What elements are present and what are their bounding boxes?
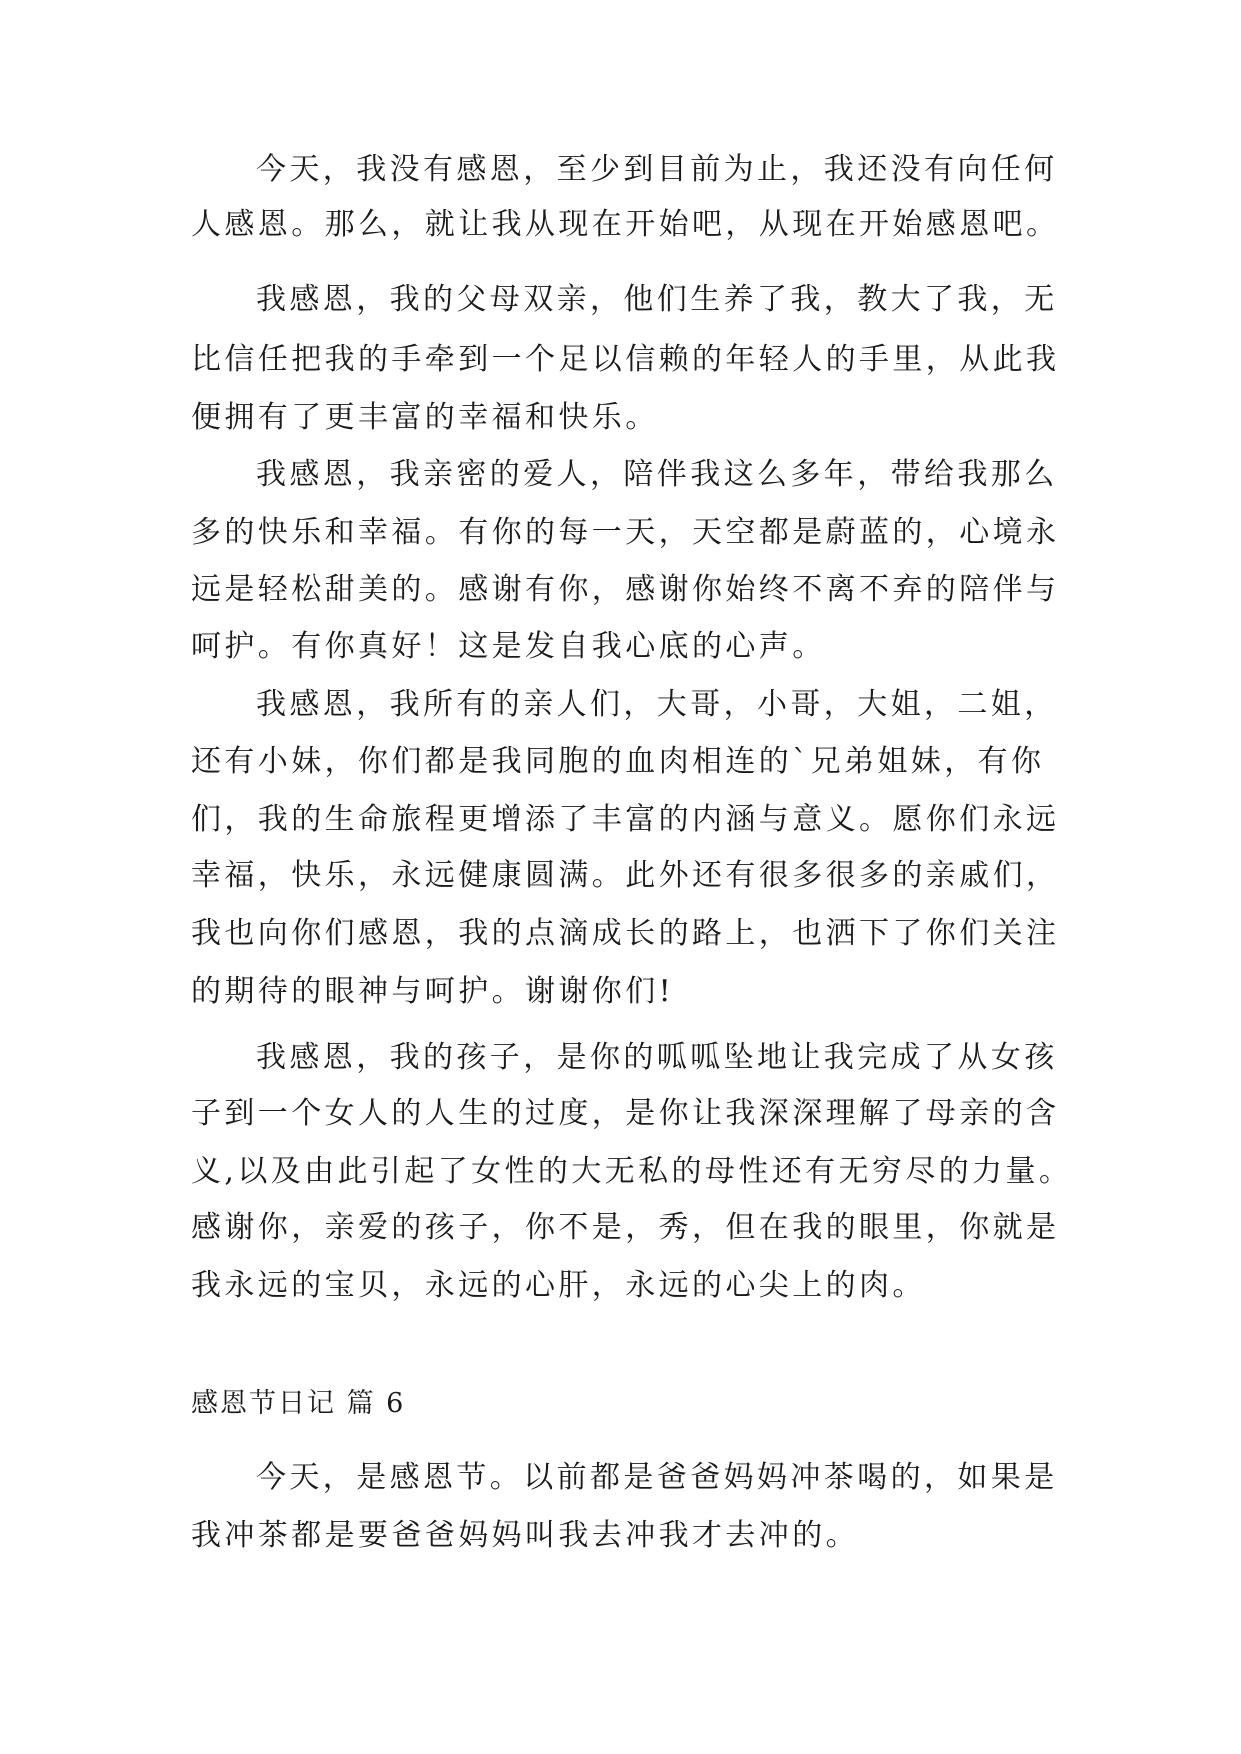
- text-line: 今天，是感恩节。以前都是爸爸妈妈冲茶喝的，如果是: [256, 1460, 1058, 1495]
- text-line: 多的快乐和幸福。有你的每一天，天空都是蔚蓝的，心境永: [191, 515, 1060, 550]
- text-line: 远是轻松甜美的。感谢有你，感谢你始终不离不弃的陪伴与: [191, 572, 1060, 607]
- text-line: 我也向你们感恩，我的点滴成长的路上，也洒下了你们关注: [191, 916, 1060, 951]
- text-line: 今天，我没有感恩，至少到目前为止，我还没有向任何: [256, 152, 1058, 187]
- text-line: 人感恩。那么，就让我从现在开始吧，从现在开始感恩吧。: [191, 207, 1060, 242]
- text-line: 们，我的生命旅程更增添了丰富的内涵与意义。愿你们永远: [191, 802, 1060, 837]
- text-line: 义,以及由此引起了女性的大无私的母性还有无穷尽的力量。: [191, 1154, 1073, 1189]
- text-line: 感谢你，亲爱的孩子，你不是，秀，但在我的眼里，你就是: [191, 1210, 1060, 1245]
- text-line: 还有小妹，你们都是我同胞的血肉相连的`兄弟姐妹，有你: [191, 744, 1045, 779]
- text-line: 便拥有了更丰富的幸福和快乐。: [191, 400, 659, 435]
- text-line: 我永远的宝贝，永远的心肝，永远的心尖上的肉。: [191, 1268, 926, 1303]
- text-line: 我感恩，我亲密的爱人，陪伴我这么多年，带给我那么: [256, 457, 1058, 492]
- text-line: 我感恩，我的父母双亲，他们生养了我，教大了我，无: [256, 282, 1058, 317]
- text-line: 我感恩，我所有的亲人们，大哥，小哥，大姐，二姐，: [256, 687, 1058, 722]
- section-heading: 感恩节日记 篇 6: [191, 1388, 406, 1419]
- text-line: 子到一个女人的人生的过度，是你让我深深理解了母亲的含: [191, 1096, 1060, 1131]
- text-line: 比信任把我的手牵到一个足以信赖的年轻人的手里，从此我: [191, 342, 1060, 377]
- text-line: 我冲茶都是要爸爸妈妈叫我去冲我才去冲的。: [191, 1518, 859, 1553]
- text-line: 幸福，快乐，永远健康圆满。此外还有很多很多的亲戚们，: [191, 858, 1060, 893]
- text-line: 我感恩，我的孩子，是你的呱呱坠地让我完成了从女孩: [256, 1040, 1058, 1075]
- text-line: 的期待的眼神与呵护。谢谢你们!: [191, 974, 675, 1009]
- text-line: 呵护。有你真好！这是发自我心底的心声。: [191, 629, 826, 664]
